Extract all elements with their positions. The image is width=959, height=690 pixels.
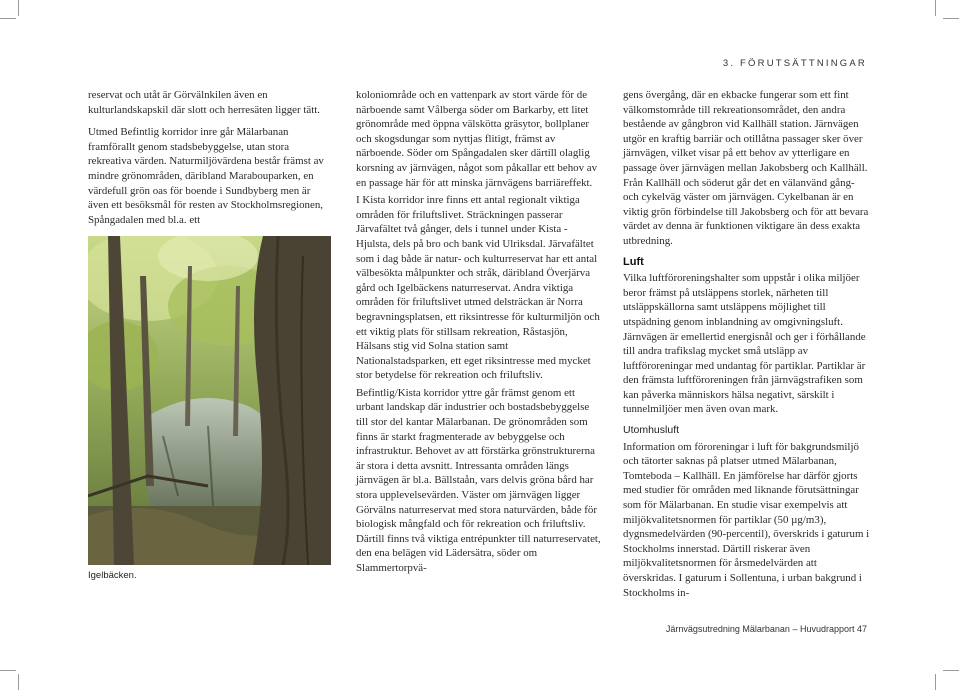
- crop-mark: [935, 0, 936, 16]
- crop-mark: [0, 670, 16, 671]
- text-column-3: [623, 88, 871, 600]
- paragraph: Vilka luftföroreningshalter som uppstår i olika miljöer beror främst på utsläppens storlek, närheten till utsläppskällorna samt utsläppens möjlighet till utspädning genom inblandning av omgivningsluft. Järnvägen är emellertid energisnål och ger i förhållande till andra trafikslag mycket små utsläpp av luftföroreningar med undantag för partiklar. Partiklar är den främsta luftföroreningen från järnvägstrafiken som kan påverka människors hälsa negativt, särskilt i tunnelmiljöer men även ovan mark.: [623, 272, 866, 416]
- paragraph: Information om föroreningar i luft för bakgrundsmiljö och tätorter saknas på platser utmed Mälarbanan, Tomteboda – Kallhäll. En jämförelse har därför gjorts med studier för områden med liknande förutsättningar som för Mälarbanan. En studie visar exempelvis att miljökvalitetsnormen för partiklar (50 µg/m3), dygnsmedelvärden (90-percentil), överskrids i gaturum i Stockholms innerstad. Därtill riskerar även miljökvalitetsnormen för årsmedelvärden att överskridas. I gaturum i Sollentuna, i urban bakgrund i Stockholms in-: [623, 440, 870, 599]
- chapter-heading: 3. FÖRUTSÄTTNINGAR: [722, 58, 867, 69]
- crop-mark: [943, 670, 959, 671]
- paragraph: Befintlig/Kista korridor yttre går främst genom ett urbant landskap där industrier och bostadsbebyggelse till stor del kantar Mälarbanan. De grönområden som finns är starkt fragmenterade av bebyggelse och infrastruktur. Behovet av att förstärka grönstrukturerna är stora i detta avsnitt. Intressanta områden längs järnvägen är bl.a. Bällstaån, vars delvis gröna bård har stora upplevelsevärden. Väster om järnvägen ligger Görvälns naturreservat med stora naturvärden, både för biologisk mångfald och för rekreation och friluftsliv. Därtill finns två viktiga entrépunkter till naturreservatet, den ena belägen vid Lädersätra, söder om Slammertorpvä-: [356, 386, 601, 574]
- crop-mark: [18, 0, 19, 16]
- page-footer: Järnvägsutredning Mälarbanan – Huvudrapport 47: [665, 624, 867, 634]
- crop-mark: [935, 674, 936, 690]
- text-column-2: [356, 88, 601, 576]
- paragraph: koloniområde och en vattenpark av stort värde för de närboende samt Vålberga söder om Barkarby, ett litet grönområde med öppna välskötta gräsytor, bollplaner och skogsdungar som nyttjas flitigt, främst av närboende. Söder om Spångadalen sker därtill olaglig korsning av järnvägen, något som påkallar ett behov av en passage här för att minska järnvägens barriäreffekt.: [356, 89, 598, 189]
- paragraph: reservat och utåt är Görvälnkilen även en kulturlandskapskil där slott och herresäten ligger tätt.: [88, 89, 320, 116]
- section-heading-utomhusluft: Utomhusluft: [623, 424, 680, 437]
- crop-mark: [18, 674, 19, 690]
- paragraph: Utmed Befintlig korridor inre går Mälarbanan framförallt genom stadsbebyggelse, utan stora rekreativa värden. Naturmiljövärdena består främst av mindre grönområden, däribland Marabouparken, en värdefull grön oas för boende i Sundbyberg men är även ett besöksmål för resten av Stockholmsregionen, Spångadalen med bl.a. ett: [88, 126, 324, 226]
- text-column-1: [88, 88, 333, 227]
- paragraph: gens övergång, där en ekbacke fungerar som ett fint välkomstområde till rekreationsområdet, den andra bestående av gångbron vid Kallhäll station. Järnvägen utgör en kraftig barriär och otillåtna passager sker över järnvägen, vilket visar på ett behov av ytterligare en passage över järnvägen mellan Jakobsberg och Kallhäll. Från Kallhäll och söderut går det en välanvänd gång- och cykelväg väster om järnvägen. Cykelbanan är en viktig grön förbindelse till Jakobsberg och för att bevara värdet av denna är funktionen viktigare än dess exakta utbredning.: [623, 89, 869, 247]
- section-heading-luft: Luft: [623, 255, 644, 268]
- paragraph: I Kista korridor inre finns ett antal regionalt viktiga områden för friluftslivet. Sträckningen passerar Järvafältet två gånger, dels i tunnel under Kista - Hjulsta, dels på bro och bank vid Ulriksdal. Järvafältet som i dag både är natur- och kulturreservat har ett antal välbesökta målpunkter och stråk, däribland Överjärva gård och Igelbäckens naturreservat. Andra viktiga områden för friluftslivet utmed delsträckan är Norra begravningsplatsen, ett riksintresse för kulturmiljön och ett viktig plats för stillsam rekreation, Råstasjön, Hälsans stig vid Solna station samt Nationalstadsparken, ett eget riksintresse med mycket stor betydelse för rekreation och friluftsliv.: [356, 194, 600, 382]
- crop-mark: [0, 18, 16, 19]
- forest-stream-illustration: [88, 236, 331, 565]
- crop-mark: [943, 18, 959, 19]
- photo-caption: Igelbäcken.: [88, 570, 137, 581]
- photo-igelbacken: [88, 236, 331, 565]
